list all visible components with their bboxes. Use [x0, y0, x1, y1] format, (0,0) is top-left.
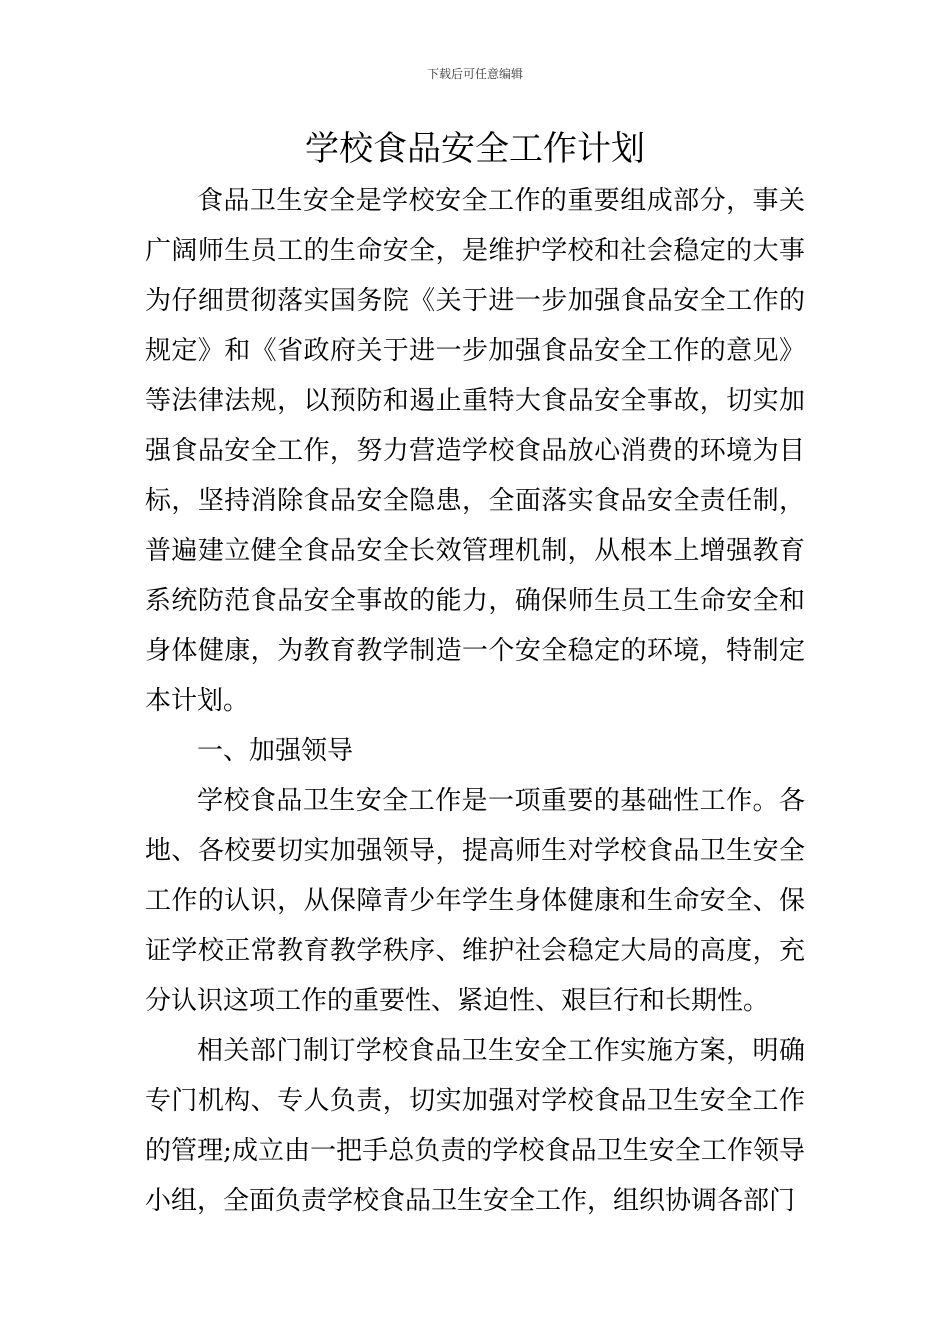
document-body: [145, 176, 805, 1226]
header-note: 下载后可任意编辑: [426, 67, 523, 81]
section-heading-1: 一、加强领导: [197, 736, 354, 766]
paragraph-departments: 相关部门制订学校食品卫生安全工作实施方案，明确专门机构、专人负责，切实加强对学校食品卫生安全工作的管理;成立由一把手总负责的学校食品卫生安全工作领导小组，全面负责学校食品卫生安全工作，组织协调各部门: [145, 1036, 805, 1216]
document-title: 学校食品安全工作计划: [305, 129, 645, 169]
paragraph-intro: 食品卫生安全是学校安全工作的重要组成部分，事关广阔师生员工的生命安全，是维护学校和社会稳定的大事为仔细贯彻落实国务院《关于进一步加强食品安全工作的规定》和《省政府关于进一步加强食品安全工作的意见》等法律法规，以预防和遏止重特大食品安全事故，切实加强食品安全工作，努力营造学校食品放心消费的环境为目标，坚持消除食品安全隐患，全面落实食品安全责任制，普遍建立健全食品安全长效管理机制，从根本上增强教育系统防范食品安全事故的能力，确保师生员工生命安全和身体健康，为教育教学制造一个安全稳定的环境，特制定本计划。: [145, 186, 805, 716]
paragraph-leadership: 学校食品卫生安全工作是一项重要的基础性工作。各地、各校要切实加强领导，提高师生对学校食品卫生安全工作的认识，从保障青少年学生身体健康和生命安全、保证学校正常教育教学秩序、维护社会稳定大局的高度，充分认识这项工作的重要性、紧迫性、艰巨行和长期性。: [145, 786, 805, 1016]
